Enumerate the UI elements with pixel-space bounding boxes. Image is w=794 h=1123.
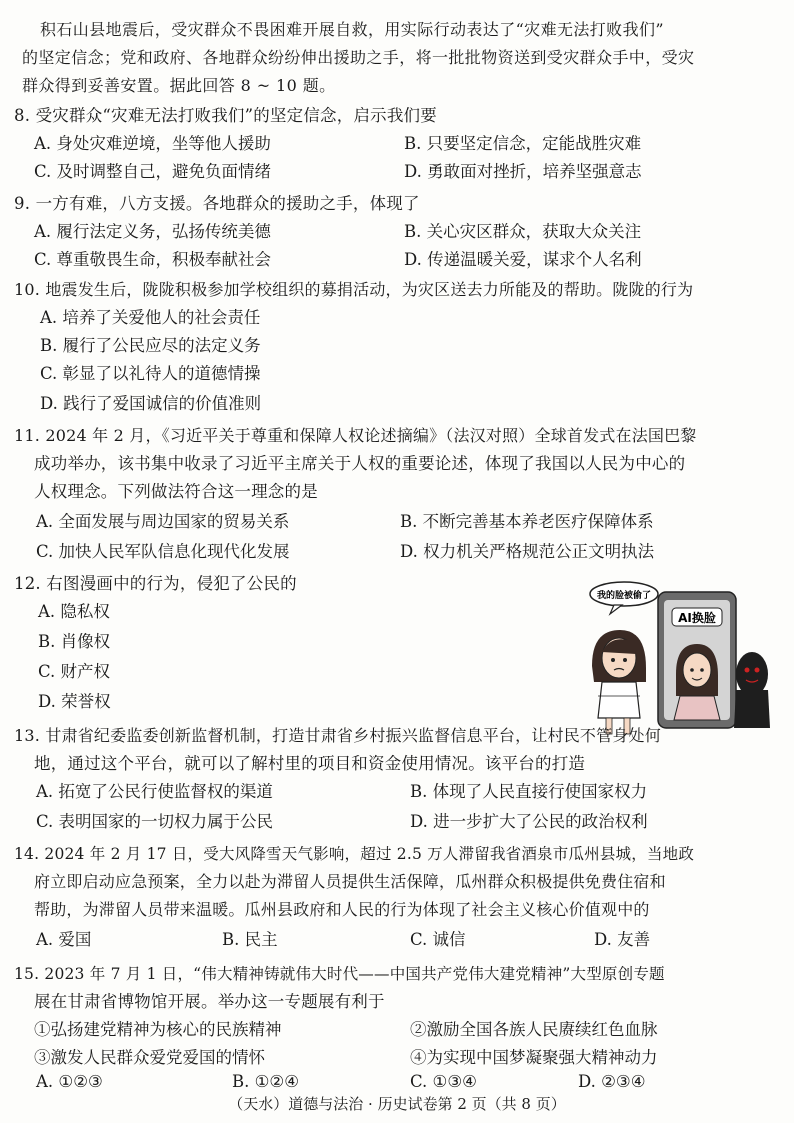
- q11-option-d: D. 权力机关严格规范公正文明执法: [400, 542, 655, 561]
- q9-stem: 9. 一方有难，八方支援。各地群众的援助之手，体现了: [14, 194, 420, 213]
- q12-option-d: D. 荣誉权: [38, 692, 111, 711]
- q11-option-c: C. 加快人民军队信息化现代化发展: [36, 542, 290, 561]
- q10-option-d: D. 践行了爱国诚信的价值准则: [40, 394, 262, 413]
- q14-option-d: D. 友善: [594, 930, 651, 949]
- q13-option-a: A. 拓宽了公民行使监督权的渠道: [36, 782, 273, 801]
- intro-line-1: 积石山县地震后，受灾群众不畏困难开展自救，用实际行动表达了“灾难无法打败我们”: [40, 20, 664, 39]
- q8-option-d: D. 勇敢面对挫折，培养坚强意志: [404, 162, 642, 181]
- q11-stem-line-3: 人权理念。下列做法符合这一理念的是: [34, 482, 318, 501]
- phone-screen-text: AI换脸: [678, 611, 716, 625]
- q11-stem-line-2: 成功举办，该书集中收录了习近平主席关于人权的重要论述，体现了我国以人民为中心的: [34, 454, 686, 473]
- q15-item-1: ①弘扬建党精神为核心的民族精神: [34, 1020, 282, 1039]
- q10-option-b: B. 履行了公民应尽的法定义务: [40, 336, 261, 355]
- q9-option-a: A. 履行法定义务，弘扬传统美德: [34, 222, 271, 241]
- intro-line-3: 群众得到妥善安置。据此回答 8 ~ 10 题。: [22, 76, 336, 95]
- q8-option-b: B. 只要坚定信念，定能战胜灾难: [404, 134, 642, 153]
- victim-girl: [592, 630, 646, 734]
- q13-stem-line-2: 地，通过这个平台，就可以了解村里的项目和资金使用情况。该平台的打造: [34, 754, 586, 773]
- q13-option-b: B. 体现了人民直接行使国家权力: [410, 782, 648, 801]
- q15-stem-line-2: 展在甘肃省博物馆开展。举办这一专题展有利于: [34, 992, 385, 1011]
- q8-option-a: A. 身处灾难逆境，坐等他人援助: [34, 134, 271, 153]
- q15-stem-line-1: 15. 2023 年 7 月 1 日，“伟大精神铸就伟大时代——中国共产党伟大建党精神”大型原创专题: [14, 965, 665, 983]
- q15-option-d: D. ②③④: [578, 1072, 646, 1091]
- q12-option-a: A. 隐私权: [38, 602, 110, 621]
- q15-option-a: A. ①②③: [36, 1072, 103, 1091]
- intro-line-2: 的坚定信念；党和政府、各地群众纷纷伸出援助之手，将一批批物资送到受灾群众手中，受灾: [22, 48, 695, 67]
- page-footer: （天水）道德与法治 · 历史试卷第 2 页（共 8 页）: [228, 1095, 566, 1113]
- q9-option-d: D. 传递温暖关爱，谋求个人名利: [404, 250, 642, 269]
- q14-option-a: A. 爱国: [36, 930, 92, 949]
- q10-stem: 10. 地震发生后，陇陇积极参加学校组织的募捐活动，为灾区送去力所能及的帮助。陇陇的行为: [14, 280, 694, 299]
- phone-screen: [658, 592, 736, 728]
- masked-thief: [734, 652, 770, 728]
- q11-stem-line-1: 11. 2024 年 2 月，《习近平关于尊重和保障人权论述摘编》（法汉对照）全球首发式在法国巴黎: [14, 426, 697, 445]
- q15-option-b: B. ①②④: [232, 1072, 299, 1091]
- ai-face-swap-comic: [584, 578, 770, 738]
- q11-option-a: A. 全面发展与周边国家的贸易关系: [36, 512, 290, 531]
- q11-option-b: B. 不断完善基本养老医疗保障体系: [400, 512, 654, 531]
- q15-item-2: ②激励全国各族人民赓续红色血脉: [410, 1020, 658, 1039]
- q8-stem: 8. 受灾群众“灾难无法打败我们”的坚定信念，启示我们要: [14, 106, 437, 125]
- q10-option-a: A. 培养了关爱他人的社会责任: [40, 308, 261, 327]
- speech-bubble-text: 我的脸被偷了: [596, 591, 652, 601]
- q9-option-b: B. 关心灾区群众，获取大众关注: [404, 222, 642, 241]
- q14-option-b: B. 民主: [222, 930, 278, 949]
- q9-option-c: C. 尊重敬畏生命，积极奉献社会: [34, 250, 272, 269]
- q14-stem-line-2: 府立即启动应急预案，全力以赴为滞留人员提供生活保障，瓜州群众积极提供免费住宿和: [34, 872, 666, 891]
- q13-option-c: C. 表明国家的一切权力属于公民: [36, 812, 274, 831]
- q10-option-c: C. 彰显了以礼待人的道德情操: [40, 364, 261, 383]
- q12-option-b: B. 肖像权: [38, 632, 111, 651]
- q14-stem-line-1: 14. 2024 年 2 月 17 日，受大风降雪天气影响，超过 2.5 万人滞留我省酒泉市瓜州县城，当地政: [14, 845, 695, 863]
- q12-option-c: C. 财产权: [38, 662, 111, 681]
- q13-stem-line-1: 13. 甘肃省纪委监委创新监督机制，打造甘肃省乡村振兴监督信息平台，让村民不管身处何: [14, 726, 661, 745]
- q12-stem: 12. 右图漫画中的行为，侵犯了公民的: [14, 574, 297, 593]
- q14-stem-line-3: 帮助，为滞留人员带来温暖。瓜州县政府和人民的行为体现了社会主义核心价值观中的: [34, 900, 650, 919]
- q15-item-3: ③激发人民群众爱党爱国的情怀: [34, 1048, 265, 1067]
- q15-item-4: ④为实现中国梦凝聚强大精神动力: [410, 1048, 658, 1067]
- q8-option-c: C. 及时调整自己，避免负面情绪: [34, 162, 272, 181]
- comic-illustration: [584, 578, 770, 738]
- q13-option-d: D. 进一步扩大了公民的政治权利: [410, 812, 648, 831]
- q15-option-c: C. ①③④: [410, 1072, 477, 1091]
- q14-option-c: C. 诚信: [410, 930, 466, 949]
